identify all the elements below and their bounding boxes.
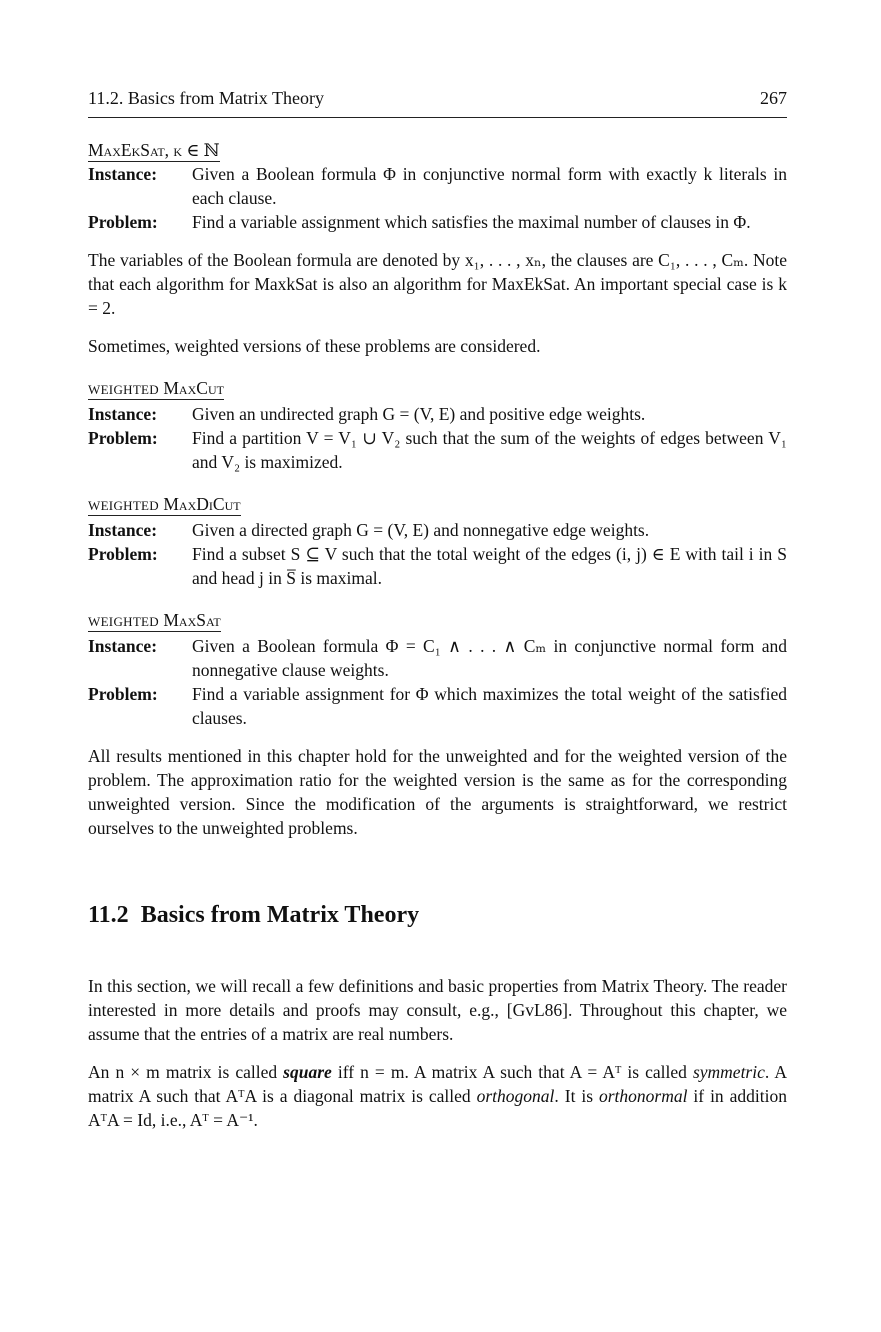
problem-label: Problem:	[88, 212, 158, 232]
problem-instance-row	[88, 402, 787, 426]
problem-text: Find a variable assignment which satisfies the maximal number of clauses in Φ.	[192, 212, 751, 232]
instance-text: Given a Boolean formula Φ = C₁ ∧ . . . ∧ Cₘ in conjunctive normal form and nonnegative clause weights.	[192, 636, 787, 680]
running-header	[88, 88, 787, 118]
problem-instance-row	[88, 162, 787, 210]
instance-label: Instance:	[88, 404, 158, 424]
section-number: 11.2	[88, 902, 129, 928]
instance-text: Given an undirected graph G = (V, E) and positive edge weights.	[192, 404, 646, 424]
instance-label: Instance:	[88, 164, 158, 184]
paragraph-variables: The variables of the Boolean formula are denoted by x₁, . . . , xₙ, the clauses are C₁, . . . , Cₘ. Note that each algorithm for MaxkSat is also an algorithm for MaxEkSat. An important special case is k = 2.	[88, 250, 787, 318]
instance-text: Given a directed graph G = (V, E) and nonnegative edge weights.	[192, 520, 650, 540]
instance-label: Instance:	[88, 636, 158, 656]
problem-title-weighted-maxdicut: WEIGHTED MaxDiCut	[88, 494, 241, 514]
paragraph-results: All results mentioned in this chapter hold for the unweighted and for the weighted version of the problem. The approximation ratio for the weighted version is the same as for the corresponding unweighted version. Since the modification of the arguments is straightforward, we restrict ourselves to the unweighted problems.	[88, 746, 787, 838]
section-heading	[88, 900, 787, 930]
problem-title-weighted-maxcut: WEIGHTED MaxCut	[88, 378, 224, 398]
problem-text: Find a partition V = V₁ ∪ V₂ such that the sum of the weights of edges between V₁ and V₂ is maximized.	[192, 428, 787, 472]
problem-instance-row	[88, 518, 787, 542]
paragraph-matrix-intro: In this section, we will recall a few definitions and basic properties from Matrix Theory. The reader interested in more details and proofs may consult, e.g., [GvL86]. Throughout this chapter, we assume that the entries of a matrix are real numbers.	[88, 976, 787, 1044]
paragraph-matrix-definitions: An n × m matrix is called square iff n = m. A matrix A such that A = Aᵀ is called symmetric. A matrix A such that AᵀA is a diagonal matrix is called orthogonal. It is orthonormal if in addition AᵀA = Id, i.e., Aᵀ = A⁻¹.	[88, 1062, 787, 1130]
problem-problem-row	[88, 542, 787, 590]
problem-label: Problem:	[88, 544, 158, 564]
problem-problem-row	[88, 682, 787, 730]
term-square: square	[283, 1062, 332, 1082]
problem-label: Problem:	[88, 428, 158, 448]
problem-problem-row	[88, 426, 787, 474]
instance-label: Instance:	[88, 520, 158, 540]
page-number: 267	[760, 88, 787, 108]
instance-text: Given a Boolean formula Φ in conjunctive normal form with exactly k literals in each clause.	[192, 164, 787, 208]
problem-problem-row	[88, 210, 787, 234]
problem-text: Find a variable assignment for Φ which maximizes the total weight of the satisfied clauses.	[192, 684, 787, 728]
term-symmetric: symmetric	[692, 1062, 765, 1082]
problem-title-maxeksat: MaxEkSat, k ∈ ℕ	[88, 140, 220, 160]
running-title: 11.2. Basics from Matrix Theory	[88, 88, 324, 108]
problem-text: Find a subset S ⊆ V such that the total weight of the edges (i, j) ∈ E with tail i in S and head j in S̅ is maximal.	[192, 544, 787, 588]
term-orthonormal: orthonormal	[599, 1086, 688, 1106]
section-title: Basics from Matrix Theory	[140, 902, 420, 928]
paragraph-weighted-intro: Sometimes, weighted versions of these problems are considered.	[88, 336, 541, 356]
problem-label: Problem:	[88, 684, 158, 704]
term-orthogonal: orthogonal	[476, 1086, 555, 1106]
page	[88, 88, 787, 1132]
problem-instance-row	[88, 634, 787, 682]
problem-title-weighted-maxsat: WEIGHTED MaxSat	[88, 610, 221, 630]
